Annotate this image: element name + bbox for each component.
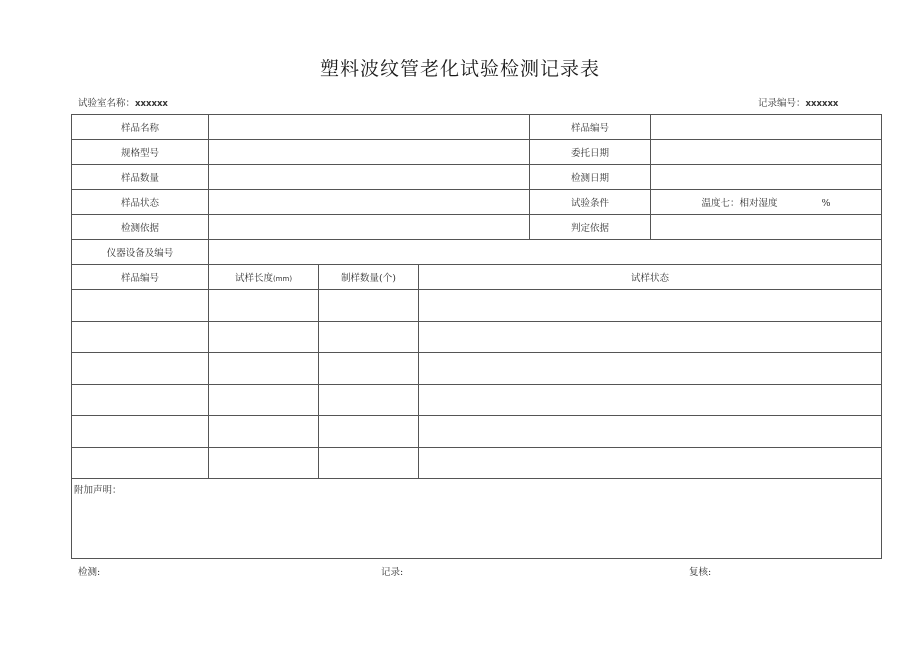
judge-basis-label: 判定依据 (530, 215, 651, 240)
col-specimen-length (209, 265, 319, 290)
entrust-date-label: 委托日期 (530, 140, 651, 165)
humidity-unit: % (821, 198, 831, 209)
judge-basis-field[interactable] (651, 215, 882, 240)
notes-field[interactable] (72, 479, 882, 559)
cell-prepared-qty[interactable] (319, 290, 419, 322)
lab-name-value: xxxxxx (135, 99, 168, 109)
test-condition-label: 试验条件 (530, 190, 651, 215)
notes-row (72, 479, 882, 559)
cell-specimen-length[interactable] (209, 353, 319, 385)
sample-state-field[interactable] (209, 190, 530, 215)
cell-specimen-length[interactable] (209, 416, 319, 448)
table-row (72, 384, 882, 416)
inspector-signature: 检测: (78, 567, 101, 578)
instrument-label: 仪器设备及编号 (72, 240, 209, 265)
spec-model-field[interactable] (209, 140, 530, 165)
table-row (72, 290, 882, 322)
spec-model-label: 规格型号 (72, 140, 209, 165)
table-row (72, 416, 882, 448)
sample-name-field[interactable] (209, 115, 530, 140)
table-row (72, 321, 882, 353)
cell-specimen-length[interactable] (209, 384, 319, 416)
table-row (72, 115, 882, 140)
record-number-label: 记录编号： (758, 98, 806, 109)
cell-prepared-qty[interactable] (319, 416, 419, 448)
cell-prepared-qty[interactable] (319, 384, 419, 416)
col-sample-no: 样品编号 (72, 265, 209, 290)
cell-prepared-qty[interactable] (319, 353, 419, 385)
test-date-field[interactable] (651, 165, 882, 190)
temperature-humidity-label: 温度七：相对湿度 (701, 198, 778, 209)
cell-specimen-length[interactable] (209, 447, 319, 479)
sample-no-label: 样品编号 (530, 115, 651, 140)
notes-label: 附加声明： (74, 485, 122, 496)
col-specimen-state: 试样状态 (419, 265, 882, 290)
cell-prepared-qty[interactable] (319, 321, 419, 353)
entrust-date-field[interactable] (651, 140, 882, 165)
test-basis-label: 检测依据 (72, 215, 209, 240)
cell-specimen-state[interactable] (419, 384, 882, 416)
sample-state-label: 样品状态 (72, 190, 209, 215)
cell-prepared-qty[interactable] (319, 447, 419, 479)
sample-no-field[interactable] (651, 115, 882, 140)
cell-sample-no[interactable] (72, 353, 209, 385)
table-row (72, 215, 882, 240)
table-row (72, 165, 882, 190)
table-row (72, 447, 882, 479)
sample-qty-label: 样品数量 (72, 165, 209, 190)
table-row (72, 353, 882, 385)
cell-sample-no[interactable] (72, 321, 209, 353)
form-title: 塑料波纹管老化试验检测记录表 (319, 58, 600, 80)
lab-name-label: 试验室名称： (78, 98, 136, 109)
record-number-value: xxxxxx (805, 99, 839, 109)
record-number (758, 95, 838, 109)
cell-specimen-state[interactable] (419, 353, 882, 385)
col-prepared-qty: 制样数量(个) (319, 265, 419, 290)
table-row (72, 190, 882, 215)
test-date-label: 检测日期 (530, 165, 651, 190)
cell-sample-no[interactable] (72, 416, 209, 448)
reviewer-signature: 复核: (689, 567, 712, 578)
cell-sample-no[interactable] (72, 384, 209, 416)
recorder-signature: 记录: (381, 567, 404, 578)
col-specimen-length-label: 试样长度 (234, 273, 273, 284)
instrument-field[interactable] (209, 240, 882, 265)
cell-sample-no[interactable] (72, 290, 209, 322)
record-table (71, 114, 882, 559)
col-specimen-length-unit: (mm) (272, 275, 293, 283)
cell-specimen-length[interactable] (209, 321, 319, 353)
cell-specimen-state[interactable] (419, 447, 882, 479)
sample-qty-field[interactable] (209, 165, 530, 190)
test-basis-field[interactable] (209, 215, 530, 240)
column-header-row (72, 265, 882, 290)
cell-specimen-state[interactable] (419, 290, 882, 322)
table-row (72, 240, 882, 265)
cell-specimen-length[interactable] (209, 290, 319, 322)
cell-specimen-state[interactable] (419, 321, 882, 353)
sample-name-label: 样品名称 (72, 115, 209, 140)
cell-sample-no[interactable] (72, 447, 209, 479)
test-condition-field[interactable] (651, 190, 882, 215)
cell-specimen-state[interactable] (419, 416, 882, 448)
lab-name (78, 95, 168, 109)
table-row (72, 140, 882, 165)
